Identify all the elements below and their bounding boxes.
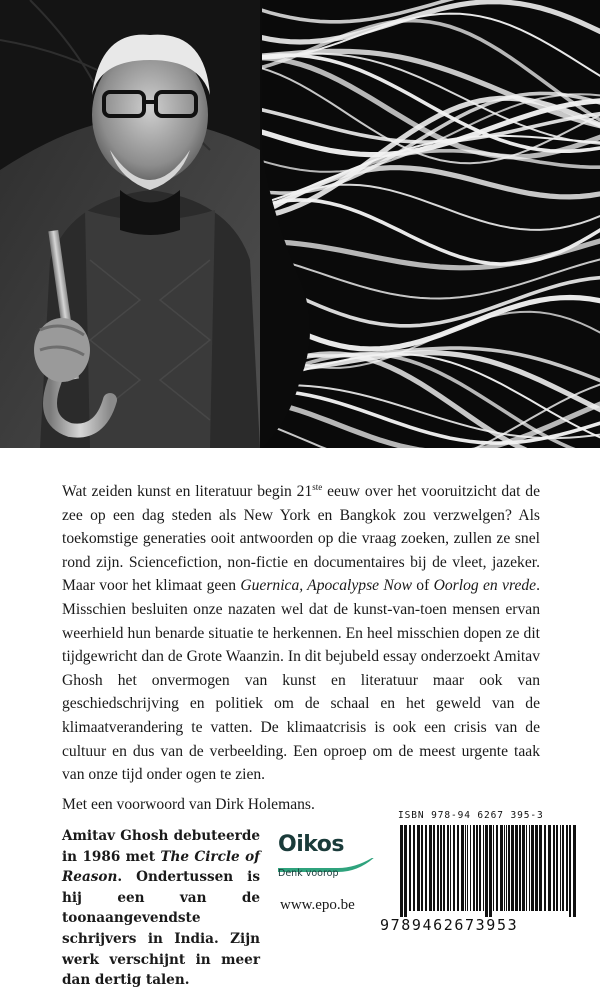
barcode-bar: [569, 825, 571, 917]
barcode-bar: [556, 825, 558, 911]
barcode-bar: [404, 825, 407, 917]
barcode-icon: [398, 825, 584, 917]
barcode-bar: [508, 825, 510, 911]
ean-number: 9789462673953: [380, 916, 519, 934]
barcode-bar: [522, 825, 525, 911]
barcode-bar: [476, 825, 478, 911]
barcode-bar: [504, 825, 505, 911]
barcode-bar: [562, 825, 564, 911]
wave-pattern: [0, 0, 600, 448]
barcode-bar: [526, 825, 527, 911]
author-bio: Amitav Ghosh debuteerde in 1986 met The Circle of Reason. Ondertussen is hij een van de toonaangevendste schrijvers in India. Zijn werk verschijnt in meer dan dertig talen.: [62, 828, 260, 989]
barcode-bar: [453, 825, 455, 911]
barcode-bar: [409, 825, 411, 911]
italic-title-oorlog: Oorlog en vrede: [433, 577, 537, 595]
barcode-bar: [429, 825, 432, 911]
barcode-bar: [450, 825, 451, 911]
barcode-bar: [573, 825, 576, 917]
barcode-bar: [489, 825, 492, 917]
barcode-bar: [560, 825, 561, 911]
foreword-credit: Met een voorwoord van Dirk Holemans.: [62, 796, 315, 813]
barcode-bar: [500, 825, 503, 911]
book-description: Wat zeiden kunst en literatuur begin 21ste eeuw over het vooruitzicht dat de zee op een dag steden als New York en Bangkok zou verzwelgen? Als toekomstige generaties ooit antwoorden op die vraag zoeken, zullen ze snel rond zijn. Sciencefiction, non-fictie en documentaires bij de vleet, jazeker. Maar voor het klimaat geen Guernica, Apocalypse Now of Oorlog en vrede. Misschien besluiten onze nazaten wel dat de kunst-van-toen mensen ervan weerhield hun benarde situatie te herkennen. En heel misschien dopen ze dit tijdgewricht dan de Grote Waanzin. In dit bejubeld essay onderzoekt Amitav Ghosh het onvermogen van kunst en literatuur maar ook van geschiedschrijving en politiek om de schaal en het geweld van de klimaatverandering te vatten. De klimaatcrisis is ook een crisis van de cultuur en dus van de verbeelding. Een oproep om de meest urgente taak van onze tijd onder ogen te zien.: [62, 482, 540, 784]
publisher-logo: [278, 832, 388, 884]
barcode-bar: [544, 825, 546, 911]
barcode-bar: [496, 825, 498, 911]
italic-title-guernica: Guernica, Apocalypse Now: [240, 577, 412, 595]
barcode-bar: [535, 825, 538, 911]
barcode-bar: [470, 825, 471, 911]
barcode-bar: [413, 825, 415, 911]
barcode-bar: [515, 825, 518, 911]
barcode-bar: [465, 825, 466, 911]
barcode-bar: [483, 825, 484, 911]
barcode-bar: [531, 825, 534, 911]
publisher-tagline: Denk voorop: [278, 868, 339, 879]
barcode-bar: [400, 825, 403, 917]
barcode-bar: [437, 825, 439, 911]
barcode-bar: [473, 825, 475, 911]
barcode-bar: [479, 825, 481, 911]
barcode-bar: [566, 825, 568, 911]
barcode-bar: [493, 825, 494, 911]
barcode-bar: [457, 825, 459, 911]
barcode-bar: [417, 825, 420, 911]
barcode-bar: [467, 825, 468, 911]
barcode-bar: [485, 825, 488, 917]
barcode-bar: [433, 825, 435, 911]
barcode-bar: [553, 825, 555, 911]
barcode-bar: [443, 825, 445, 911]
barcode-bar: [425, 825, 427, 911]
barcode-bar: [447, 825, 449, 911]
cover-artwork: [0, 0, 600, 448]
barcode-bar: [461, 825, 464, 911]
barcode-bar: [440, 825, 442, 911]
publisher-name: Oikos: [278, 832, 344, 857]
barcode-bar: [506, 825, 507, 911]
barcode-bar: [519, 825, 521, 911]
barcode-bar: [529, 825, 530, 911]
barcode-bar: [539, 825, 542, 911]
barcode-bar: [548, 825, 551, 911]
publisher-website[interactable]: www.epo.be: [280, 897, 355, 913]
isbn-label: ISBN 978-94 6267 395-3: [398, 810, 544, 821]
barcode-bar: [421, 825, 423, 911]
barcode-bar: [511, 825, 514, 911]
